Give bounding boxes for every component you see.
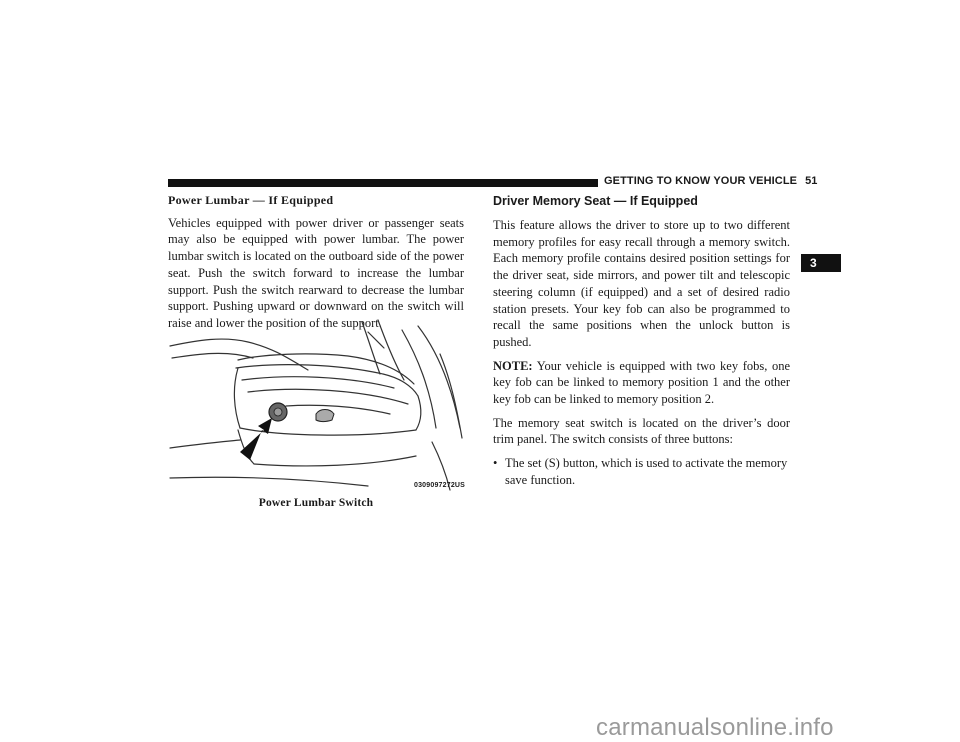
bullet-glyph: • bbox=[493, 456, 498, 471]
chapter-tab[interactable]: 3 bbox=[801, 254, 841, 272]
button-list bbox=[493, 455, 790, 488]
note-label: NOTE: bbox=[493, 358, 533, 373]
watermark-link[interactable]: carmanualsonline.info bbox=[596, 714, 834, 741]
section-title: GETTING TO KNOW YOUR VEHICLE bbox=[604, 175, 798, 187]
page-number: 51 bbox=[805, 175, 818, 187]
power-lumbar-body: Vehicles equipped with power driver or passenger seats may also be equipped with power lumbar. The power lumbar switch is located on the outboard side of the power seat. Push the switch forward to increase the lumbar support. Push the switch rearward to decrease the lumbar support. Pushing upward or downward on the switch will raise and lower the position of the support. bbox=[168, 215, 464, 330]
memory-seat-intro: This feature allows the driver to store up to two different memory profiles for easy recall through a memory switch. Each memory profile contains desired position settings for the driver seat, side mirrors, and power tilt and telescopic steering column (if equipped) and a set of desired radio station presets. Your key fob can also be programmed to recall the same positions when the unlock button is pushed. bbox=[493, 218, 790, 349]
running-header bbox=[604, 175, 818, 187]
power-lumbar-illustration bbox=[168, 318, 468, 493]
list-item-text: The set (S) button, which is used to activate the memory save function. bbox=[505, 456, 788, 487]
note-paragraph bbox=[493, 358, 790, 408]
right-column bbox=[493, 193, 790, 489]
list-item bbox=[493, 455, 790, 488]
left-column bbox=[168, 192, 464, 339]
power-lumbar-heading: Power Lumbar — If Equipped bbox=[168, 193, 334, 207]
memory-seat-heading: Driver Memory Seat — If Equipped bbox=[493, 194, 698, 208]
switch-location-paragraph: The memory seat switch is located on the driver’s door trim panel. The switch consists of three buttons: bbox=[493, 415, 790, 447]
header-rule bbox=[168, 179, 598, 187]
note-text: Your vehicle is equipped with two key fobs, one key fob can be linked to memory position 1 and the other key fob can be linked to memory position 2. bbox=[493, 358, 791, 407]
figure-code: 0309097272US bbox=[414, 482, 466, 489]
figure-caption: Power Lumbar Switch bbox=[258, 497, 374, 509]
